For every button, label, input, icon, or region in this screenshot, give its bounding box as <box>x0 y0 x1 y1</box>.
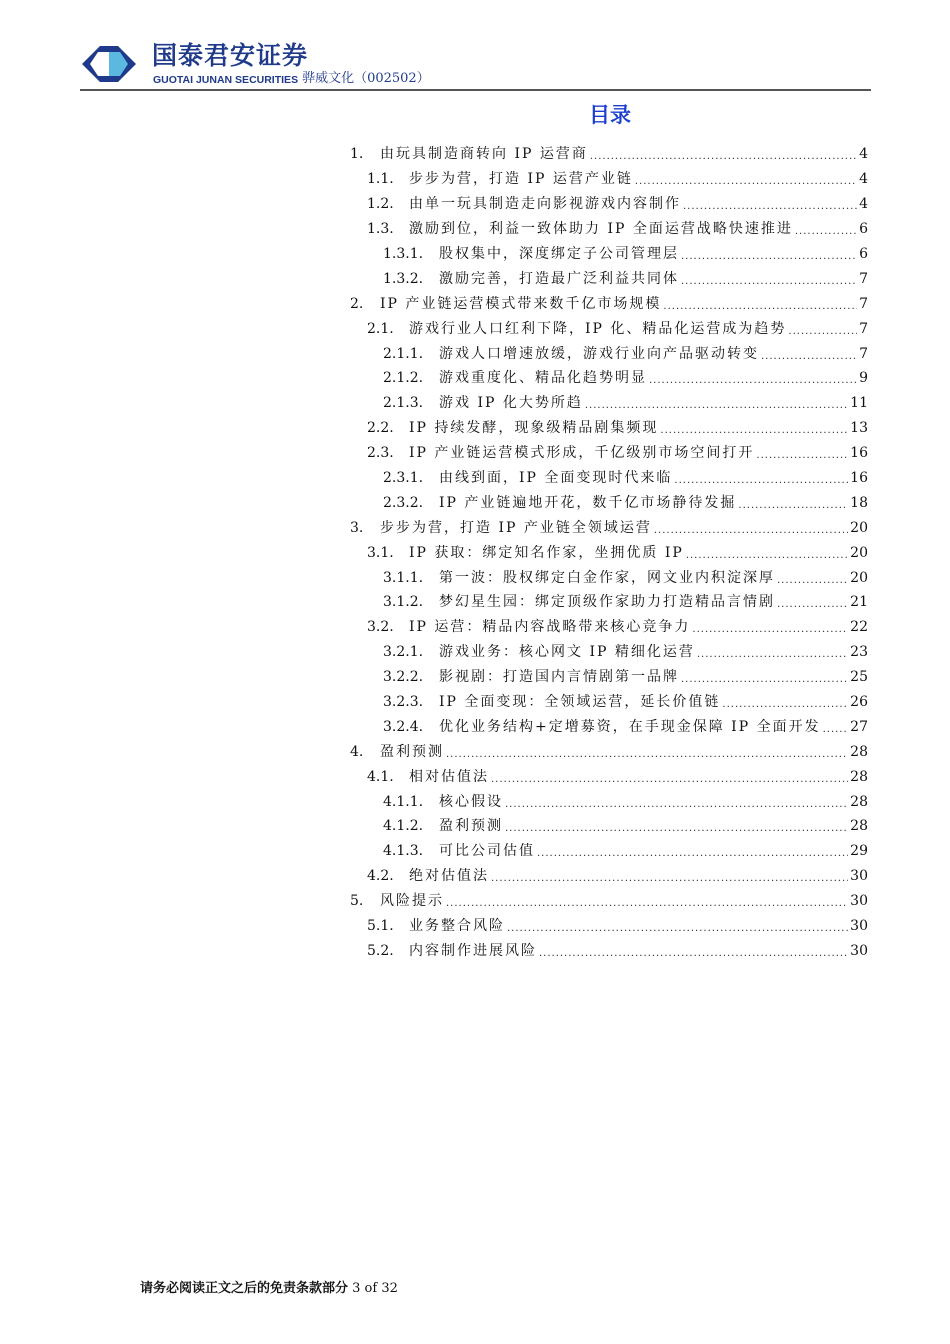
toc-entry-number: 3.2.3. <box>383 694 424 711</box>
toc-entry[interactable] <box>350 291 868 316</box>
toc-leader-dots <box>537 845 848 863</box>
toc-leader-dots <box>446 746 848 764</box>
toc-entry-number: 2.3.1. <box>383 470 424 487</box>
toc-entry-page: 6 <box>859 221 868 238</box>
toc-entry[interactable] <box>350 266 868 291</box>
toc-leader-dots <box>491 771 848 789</box>
toc-entry-page: 13 <box>850 420 868 437</box>
toc-entry-title: 绝对估值法 <box>409 868 489 885</box>
toc-leader-dots <box>507 920 848 938</box>
toc-entry[interactable] <box>350 341 868 366</box>
brand-subtitle-row <box>153 71 430 87</box>
toc-entry-number: 2.3. <box>367 445 394 462</box>
toc-leader-dots <box>738 497 848 515</box>
toc-entry[interactable] <box>350 416 868 441</box>
toc-entry[interactable] <box>350 316 868 341</box>
toc-entry-page: 26 <box>850 694 868 711</box>
toc-leader-dots <box>590 148 857 166</box>
toc-entry[interactable] <box>350 839 868 864</box>
toc-entry-title: 股权集中，深度绑定子公司管理层 <box>439 246 679 262</box>
toc-entry-title: 激励到位，利益一致体助力 IP 全面运营战略快速推进 <box>409 221 793 238</box>
toc-entry-title: 梦幻星生园：绑定顶级作家助力打造精品言情剧 <box>439 594 775 611</box>
toc-entry[interactable] <box>350 142 868 167</box>
toc-entry-page: 4 <box>859 171 868 188</box>
toc-entry[interactable] <box>350 764 868 789</box>
toc-entry[interactable] <box>350 914 868 939</box>
toc-entry-number: 2.1.2. <box>383 370 424 387</box>
toc-entry[interactable] <box>350 889 868 914</box>
toc-entry[interactable] <box>350 714 868 739</box>
toc-entry-title: 相对估值法 <box>409 768 489 785</box>
toc-entry-title: 激励完善，打造最广泛利益共同体 <box>439 270 679 287</box>
company-name: 骅威文化（002502） <box>302 71 430 86</box>
toc-entry-page: 28 <box>850 768 868 785</box>
toc-entry-page: 4 <box>859 146 868 163</box>
toc-entry-title: 风险提示 <box>380 893 444 910</box>
toc-entry-title: IP 获取：绑定知名作家，坐拥优质 IP <box>409 544 684 561</box>
disclaimer-note: 请务必阅读正文之后的免责条款部分 <box>140 1281 349 1296</box>
toc-entry-page: 28 <box>850 793 868 810</box>
toc-entry-page: 16 <box>850 470 868 487</box>
toc-entry-number: 3.1.2. <box>383 594 424 611</box>
toc-entry-page: 30 <box>850 893 868 910</box>
toc-entry-page: 7 <box>859 295 868 312</box>
toc-entry[interactable] <box>350 789 868 814</box>
toc-leader-dots <box>697 646 848 664</box>
toc-entry-title: 游戏重度化、精品化趋势明显 <box>439 370 647 387</box>
toc-entry-page: 30 <box>850 918 868 935</box>
toc-leader-dots <box>681 671 848 689</box>
toc-entry-number: 2.1. <box>367 320 394 337</box>
toc-entry[interactable] <box>350 217 868 242</box>
toc-entry-number: 4.1.3. <box>383 843 424 860</box>
toc-entry[interactable] <box>350 864 868 889</box>
toc-leader-dots <box>654 522 848 540</box>
toc-leader-dots <box>795 223 857 241</box>
toc-entry-number: 4.1.1. <box>383 793 424 810</box>
toc-entry-page: 9 <box>859 370 868 387</box>
toc-entry[interactable] <box>350 441 868 466</box>
toc-leader-dots <box>788 323 857 341</box>
toc-entry-page: 4 <box>859 196 868 213</box>
toc-entry-title: 游戏 IP 化大势所趋 <box>439 395 583 412</box>
toc-entry-page: 18 <box>850 494 868 511</box>
toc-entry-page: 20 <box>850 544 868 561</box>
toc-entry-number: 3.2.1. <box>383 644 424 661</box>
toc-entry[interactable] <box>350 690 868 715</box>
toc-entry-number: 2. <box>350 295 364 312</box>
toc-entry-title: 游戏人口增速放缓，游戏行业向产品驱动转变 <box>439 345 759 362</box>
toc-entry-title: 游戏行业人口红利下降，IP 化、精品化运营成为趋势 <box>409 320 787 337</box>
toc-entry-title: IP 产业链遍地开花，数千亿市场静待发掘 <box>439 494 737 511</box>
page-footer <box>140 1280 398 1298</box>
toc-entry[interactable] <box>350 590 868 615</box>
toc-entry[interactable] <box>350 665 868 690</box>
toc-entry-number: 2.3.2. <box>383 494 424 511</box>
toc-leader-dots <box>777 572 848 590</box>
toc-entry-number: 3. <box>350 519 364 536</box>
toc-leader-dots <box>539 945 848 963</box>
toc-entry-title: IP 产业链运营模式形成，千亿级别市场空间打开 <box>409 445 755 462</box>
toc-entry-page: 16 <box>850 445 868 462</box>
toc-leader-dots <box>585 397 848 415</box>
toc-entry-title: IP 全面变现：全领域运营，延长价值链 <box>439 694 721 711</box>
toc-entry-number: 1. <box>350 146 364 163</box>
toc-entry-page: 30 <box>850 942 868 959</box>
brand-name-cn: 国泰君安证券 <box>152 41 309 70</box>
toc-entry[interactable] <box>350 366 868 391</box>
toc-entry-number: 3.1. <box>367 544 394 561</box>
toc-entry-title: 盈利预测 <box>439 818 503 835</box>
toc-leader-dots <box>756 447 848 465</box>
toc-entry[interactable] <box>350 939 868 964</box>
toc-leader-dots <box>663 298 857 316</box>
toc-entry-number: 3.2. <box>367 619 394 636</box>
toc-entry[interactable] <box>350 466 868 491</box>
toc-entry[interactable] <box>350 615 868 640</box>
toc-entry-page: 20 <box>850 569 868 586</box>
toc-entry-title: 由玩具制造商转向 IP 运营商 <box>380 146 588 163</box>
page-number: 3 of 32 <box>352 1281 398 1296</box>
toc-entry-number: 3.2.2. <box>383 669 424 686</box>
toc-entry-number: 5. <box>350 893 364 910</box>
toc-entry-title: 内容制作进展风险 <box>409 942 537 959</box>
toc-entry-title: 由单一玩具制造走向影视游戏内容制作 <box>409 196 681 213</box>
toc-entry-title: 优化业务结构+定增募资，在手现金保障 IP 全面开发 <box>439 718 821 735</box>
toc-entry-title: 可比公司估值 <box>439 843 535 860</box>
toc-entry-title: 盈利预测 <box>380 743 444 760</box>
toc-leader-dots <box>505 796 848 814</box>
toc-entry[interactable] <box>350 739 868 764</box>
toc-entry[interactable] <box>350 242 868 267</box>
toc-leader-dots <box>722 696 848 714</box>
toc-entry-page: 29 <box>850 843 868 860</box>
toc-entry[interactable] <box>350 814 868 839</box>
toc-entry[interactable] <box>350 540 868 565</box>
toc-leader-dots <box>446 895 848 913</box>
toc-entry-title: IP 运营：精品内容战略带来核心竞争力 <box>409 619 691 636</box>
toc-entry-number: 4. <box>350 743 364 760</box>
toc-entry-number: 5.2. <box>367 942 394 959</box>
toc-entry-number: 2.2. <box>367 420 394 437</box>
toc-entry[interactable] <box>350 565 868 590</box>
toc-entry-number: 1.1. <box>367 171 394 188</box>
header-divider <box>80 89 871 91</box>
toc-leader-dots <box>674 472 848 490</box>
toc-entry-title: 步步为营，打造 IP 产业链全领域运营 <box>380 519 652 536</box>
toc-entry-number: 4.2. <box>367 868 394 885</box>
toc-entry-number: 1.3. <box>367 221 394 238</box>
toc-entry-title: 影视剧：打造国内言情剧第一品牌 <box>439 669 679 686</box>
toc-entry-title: 第一波：股权绑定白金作家，网文业内积淀深厚 <box>439 569 775 586</box>
toc-entry-title: 由线到面，IP 全面变现时代来临 <box>439 470 673 487</box>
toc-leader-dots <box>761 348 857 366</box>
toc-entry-page: 21 <box>850 594 868 611</box>
toc-entry-page: 22 <box>850 619 868 636</box>
toc-entry[interactable] <box>350 640 868 665</box>
toc-entry[interactable] <box>350 167 868 192</box>
toc-leader-dots <box>491 870 848 888</box>
toc-leader-dots <box>649 372 857 390</box>
toc-entry-number: 1.2. <box>367 196 394 213</box>
toc-entry-page: 28 <box>850 743 868 760</box>
toc-entry[interactable] <box>350 515 868 540</box>
toc-leader-dots <box>683 198 857 216</box>
toc-leader-dots <box>692 621 848 639</box>
toc-entry-number: 2.1.3. <box>383 395 424 412</box>
toc-entry-page: 7 <box>859 345 868 362</box>
toc-entry-title: 核心假设 <box>439 793 503 810</box>
toc-leader-dots <box>635 173 857 191</box>
toc-entry-page: 11 <box>850 395 868 412</box>
toc-entry-number: 1.3.2. <box>383 270 424 287</box>
toc-entry-number: 4.1.2. <box>383 818 424 835</box>
page-header <box>80 40 870 88</box>
toc-leader-dots <box>681 273 857 291</box>
toc-entry-page: 30 <box>850 868 868 885</box>
toc-entry-number: 2.1.1. <box>383 345 424 362</box>
toc-entry-number: 3.2.4. <box>383 718 424 735</box>
brand-name-en: GUOTAI JUNAN SECURITIES <box>153 74 299 86</box>
toc-entry-title: IP 产业链运营模式带来数千亿市场规模 <box>380 295 662 312</box>
toc-entry-page: 20 <box>850 519 868 536</box>
toc-entry[interactable] <box>350 490 868 515</box>
toc-leader-dots <box>681 248 857 266</box>
toc-leader-dots <box>505 820 848 838</box>
toc-entry-title: 步步为营，打造 IP 运营产业链 <box>409 171 633 188</box>
toc-entry-number: 3.1.1. <box>383 569 424 586</box>
toc-leader-dots <box>777 596 848 614</box>
toc-entry-number: 4.1. <box>367 768 394 785</box>
toc-leader-dots <box>660 422 848 440</box>
toc-entry-title: IP 持续发酵，现象级精品剧集频现 <box>409 420 659 437</box>
toc-entry-page: 7 <box>859 270 868 287</box>
toc-entry-page: 23 <box>850 644 868 661</box>
toc-entry-title: 游戏业务：核心网文 IP 精细化运营 <box>439 644 695 661</box>
toc-entry-page: 6 <box>859 246 868 262</box>
toc-entry-number: 1.3.1. <box>383 246 424 262</box>
toc-entry-page: 25 <box>850 669 868 686</box>
guotai-junan-logo-icon <box>80 44 138 84</box>
toc-leader-dots <box>823 721 849 739</box>
toc-entry-page: 28 <box>850 818 868 835</box>
toc-leader-dots <box>686 547 848 565</box>
toc-entry-page: 27 <box>850 718 868 735</box>
toc-entry[interactable] <box>350 192 868 217</box>
toc-entry-page: 7 <box>859 320 868 337</box>
toc-entry[interactable] <box>350 391 868 416</box>
toc-entry-title: 业务整合风险 <box>409 918 505 935</box>
table-of-contents <box>350 142 868 963</box>
toc-title: 目录 <box>589 103 631 127</box>
toc-entry-number: 5.1. <box>367 918 394 935</box>
